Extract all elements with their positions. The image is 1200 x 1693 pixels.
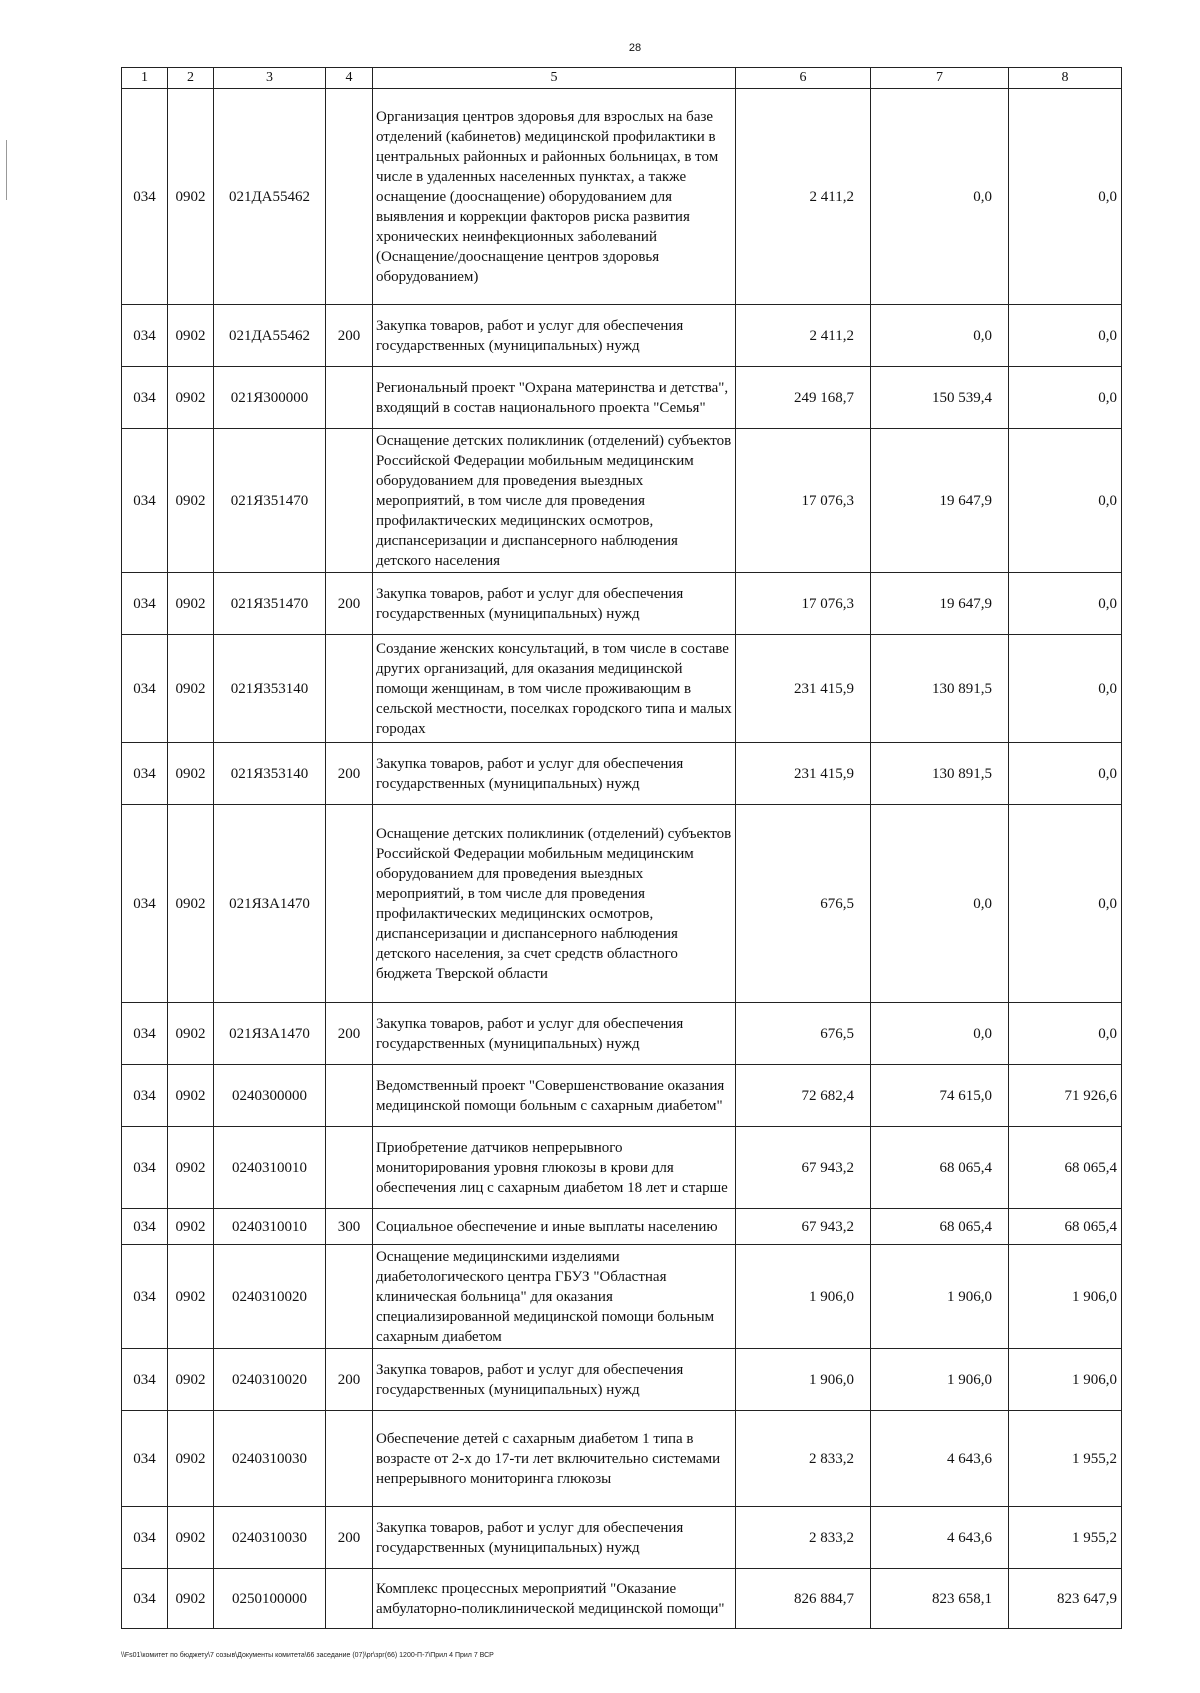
table-cell-c2: 0902 <box>168 429 214 573</box>
table-cell-c6: 1 906,0 <box>736 1349 871 1411</box>
table-cell-c1: 034 <box>122 367 168 429</box>
table-cell-c8: 0,0 <box>1009 89 1122 305</box>
table-row <box>122 1209 1122 1245</box>
table-cell-c8: 0,0 <box>1009 743 1122 805</box>
table-cell-c8: 823 647,9 <box>1009 1569 1122 1629</box>
table-cell-c7: 1 906,0 <box>871 1245 1009 1349</box>
table-cell-c7: 19 647,9 <box>871 573 1009 635</box>
table-cell-c2: 0902 <box>168 743 214 805</box>
table-cell-c3: 0250100000 <box>214 1569 326 1629</box>
table-cell-c6: 676,5 <box>736 1003 871 1065</box>
table-cell-c5: Организация центров здоровья для взрослых на базе отделений (кабинетов) медицинской профилактики в центральных районных и районных больницах, в том числе в удаленных населенных пунктах, а также оснащение (дооснащение) оборудованием для выявления и коррекции факторов риска развития хронических неинфекционных заболеваний (Оснащение/дооснащение центров здоровья оборудованием) <box>373 89 736 305</box>
table-cell-c7: 0,0 <box>871 805 1009 1003</box>
table-cell-c3: 0240310010 <box>214 1209 326 1245</box>
table-cell-c4 <box>326 89 373 305</box>
table-cell-c2: 0902 <box>168 1507 214 1569</box>
table-cell-c3: 021ЯЗА1470 <box>214 805 326 1003</box>
table-cell-c4 <box>326 429 373 573</box>
table-cell-c2: 0902 <box>168 1209 214 1245</box>
scan-margin-mark <box>6 140 7 200</box>
table-cell-c8: 0,0 <box>1009 635 1122 743</box>
table-cell-c3: 0240310020 <box>214 1245 326 1349</box>
table-cell-c4 <box>326 367 373 429</box>
table-cell-c6: 2 411,2 <box>736 305 871 367</box>
table-cell-c3: 021Я300000 <box>214 367 326 429</box>
table-cell-c6: 231 415,9 <box>736 635 871 743</box>
table-cell-c2: 0902 <box>168 1003 214 1065</box>
column-header: 6 <box>736 68 871 89</box>
table-cell-c2: 0902 <box>168 573 214 635</box>
table-row <box>122 573 1122 635</box>
table-cell-c1: 034 <box>122 89 168 305</box>
table-row <box>122 1245 1122 1349</box>
table-cell-c7: 0,0 <box>871 305 1009 367</box>
table-cell-c2: 0902 <box>168 1127 214 1209</box>
table-cell-c1: 034 <box>122 1065 168 1127</box>
table-cell-c6: 2 411,2 <box>736 89 871 305</box>
table-row <box>122 1003 1122 1065</box>
table-cell-c7: 130 891,5 <box>871 743 1009 805</box>
table-cell-c2: 0902 <box>168 89 214 305</box>
table-cell-c5: Закупка товаров, работ и услуг для обеспечения государственных (муниципальных) нужд <box>373 1507 736 1569</box>
table-cell-c8: 1 906,0 <box>1009 1245 1122 1349</box>
table-cell-c8: 1 906,0 <box>1009 1349 1122 1411</box>
table-cell-c4: 200 <box>326 573 373 635</box>
table-cell-c1: 034 <box>122 805 168 1003</box>
table-cell-c3: 0240310020 <box>214 1349 326 1411</box>
table-cell-c7: 19 647,9 <box>871 429 1009 573</box>
table-cell-c5: Оснащение детских поликлиник (отделений) субъектов Российской Федерации мобильным медицинским оборудованием для проведения выездных мероприятий, в том числе для проведения профилактических медицинских осмотров, диспансеризации и диспансерного наблюдения детского населения, за счет средств областного бюджета Тверской области <box>373 805 736 1003</box>
column-header: 4 <box>326 68 373 89</box>
table-cell-c5: Региональный проект "Охрана материнства и детства", входящий в состав национального проекта "Семья" <box>373 367 736 429</box>
table-cell-c7: 74 615,0 <box>871 1065 1009 1127</box>
table-cell-c1: 034 <box>122 1569 168 1629</box>
table-cell-c8: 0,0 <box>1009 305 1122 367</box>
column-number-row <box>122 68 1122 89</box>
table-row <box>122 305 1122 367</box>
table-row <box>122 1507 1122 1569</box>
table-cell-c6: 2 833,2 <box>736 1507 871 1569</box>
table-cell-c7: 68 065,4 <box>871 1209 1009 1245</box>
table-cell-c1: 034 <box>122 1507 168 1569</box>
table-cell-c2: 0902 <box>168 635 214 743</box>
table-cell-c8: 68 065,4 <box>1009 1209 1122 1245</box>
table-cell-c2: 0902 <box>168 1349 214 1411</box>
table-cell-c5: Закупка товаров, работ и услуг для обеспечения государственных (муниципальных) нужд <box>373 743 736 805</box>
table-cell-c6: 17 076,3 <box>736 429 871 573</box>
table-cell-c3: 021Я351470 <box>214 573 326 635</box>
table-cell-c8: 68 065,4 <box>1009 1127 1122 1209</box>
table-cell-c6: 72 682,4 <box>736 1065 871 1127</box>
table-cell-c7: 0,0 <box>871 89 1009 305</box>
table-row <box>122 635 1122 743</box>
table-cell-c2: 0902 <box>168 1411 214 1507</box>
column-header: 7 <box>871 68 1009 89</box>
table-cell-c3: 021ДА55462 <box>214 305 326 367</box>
table-cell-c8: 0,0 <box>1009 573 1122 635</box>
table-cell-c1: 034 <box>122 429 168 573</box>
table-cell-c5: Закупка товаров, работ и услуг для обеспечения государственных (муниципальных) нужд <box>373 1349 736 1411</box>
table-row <box>122 1065 1122 1127</box>
table-row <box>122 1411 1122 1507</box>
table-cell-c8: 1 955,2 <box>1009 1507 1122 1569</box>
table-cell-c5: Создание женских консультаций, в том числе в составе других организаций, для оказания медицинской помощи женщинам, в том числе проживающим в сельской местности, поселках городского типа и малых городах <box>373 635 736 743</box>
table-cell-c5: Комплекс процессных мероприятий "Оказание амбулаторно-поликлинической медицинской помощи" <box>373 1569 736 1629</box>
table-cell-c3: 0240300000 <box>214 1065 326 1127</box>
table-cell-c5: Социальное обеспечение и иные выплаты населению <box>373 1209 736 1245</box>
table-cell-c2: 0902 <box>168 805 214 1003</box>
table-cell-c6: 67 943,2 <box>736 1209 871 1245</box>
table-cell-c4: 200 <box>326 305 373 367</box>
table-cell-c1: 034 <box>122 1127 168 1209</box>
table-cell-c2: 0902 <box>168 1569 214 1629</box>
table-cell-c8: 0,0 <box>1009 367 1122 429</box>
table-cell-c7: 4 643,6 <box>871 1507 1009 1569</box>
table-cell-c3: 0240310030 <box>214 1507 326 1569</box>
table-cell-c4 <box>326 1245 373 1349</box>
table-cell-c4: 200 <box>326 1507 373 1569</box>
table-cell-c6: 826 884,7 <box>736 1569 871 1629</box>
table-cell-c7: 0,0 <box>871 1003 1009 1065</box>
budget-table <box>121 67 1122 1629</box>
table-cell-c1: 034 <box>122 1003 168 1065</box>
table-cell-c5: Закупка товаров, работ и услуг для обеспечения государственных (муниципальных) нужд <box>373 305 736 367</box>
table-cell-c5: Оснащение медицинскими изделиями диабетологического центра ГБУЗ "Областная клиническая больница" для оказания специализированной медицинской помощи больным сахарным диабетом <box>373 1245 736 1349</box>
table-cell-c8: 71 926,6 <box>1009 1065 1122 1127</box>
column-header: 5 <box>373 68 736 89</box>
table-cell-c8: 0,0 <box>1009 805 1122 1003</box>
table-cell-c4 <box>326 1065 373 1127</box>
table-row <box>122 743 1122 805</box>
table-cell-c5: Обеспечение детей с сахарным диабетом 1 типа в возрасте от 2-х до 17-ти лет включительно системами непрерывного мониторинга глюкозы <box>373 1411 736 1507</box>
table-row <box>122 367 1122 429</box>
table-cell-c3: 021Я351470 <box>214 429 326 573</box>
table-body <box>122 89 1122 1629</box>
table-cell-c6: 2 833,2 <box>736 1411 871 1507</box>
table-cell-c3: 021Я353140 <box>214 743 326 805</box>
table-cell-c8: 0,0 <box>1009 1003 1122 1065</box>
table-cell-c1: 034 <box>122 573 168 635</box>
table-cell-c7: 130 891,5 <box>871 635 1009 743</box>
column-header: 2 <box>168 68 214 89</box>
table-cell-c1: 034 <box>122 1209 168 1245</box>
table-cell-c3: 0240310030 <box>214 1411 326 1507</box>
table-cell-c5: Приобретение датчиков непрерывного мониторирования уровня глюкозы в крови для обеспечения лиц с сахарным диабетом 18 лет и старше <box>373 1127 736 1209</box>
table-cell-c3: 021Я353140 <box>214 635 326 743</box>
table-row <box>122 429 1122 573</box>
table-cell-c3: 021ДА55462 <box>214 89 326 305</box>
table-cell-c2: 0902 <box>168 1065 214 1127</box>
column-header: 8 <box>1009 68 1122 89</box>
footer-file-path: \\Fs01\комитет по бюджету\7 созыв\Документы комитета\66 заседание (07)\рг\зрг(66) 1200-П-7\Прил 4 Прил 7 ВСР <box>121 1652 494 1659</box>
table-cell-c6: 67 943,2 <box>736 1127 871 1209</box>
table-row <box>122 1349 1122 1411</box>
table-cell-c7: 150 539,4 <box>871 367 1009 429</box>
table-cell-c1: 034 <box>122 1411 168 1507</box>
table-cell-c7: 1 906,0 <box>871 1349 1009 1411</box>
table-cell-c1: 034 <box>122 743 168 805</box>
table-row <box>122 1127 1122 1209</box>
table-cell-c7: 4 643,6 <box>871 1411 1009 1507</box>
table-cell-c1: 034 <box>122 635 168 743</box>
table-cell-c4 <box>326 635 373 743</box>
table-cell-c4: 200 <box>326 1349 373 1411</box>
table-cell-c6: 249 168,7 <box>736 367 871 429</box>
table-cell-c2: 0902 <box>168 1245 214 1349</box>
table-cell-c6: 676,5 <box>736 805 871 1003</box>
table-cell-c6: 1 906,0 <box>736 1245 871 1349</box>
table-cell-c1: 034 <box>122 1245 168 1349</box>
table-cell-c5: Закупка товаров, работ и услуг для обеспечения государственных (муниципальных) нужд <box>373 573 736 635</box>
column-header: 1 <box>122 68 168 89</box>
table-cell-c4 <box>326 1127 373 1209</box>
table-cell-c4 <box>326 1411 373 1507</box>
page-number: 28 <box>628 42 642 54</box>
table-cell-c7: 68 065,4 <box>871 1127 1009 1209</box>
table-cell-c5: Оснащение детских поликлиник (отделений) субъектов Российской Федерации мобильным медицинским оборудованием для проведения выездных мероприятий, в том числе для проведения профилактических медицинских осмотров, диспансеризации и диспансерного наблюдения детского населения <box>373 429 736 573</box>
table-cell-c2: 0902 <box>168 367 214 429</box>
table-cell-c5: Закупка товаров, работ и услуг для обеспечения государственных (муниципальных) нужд <box>373 1003 736 1065</box>
column-header: 3 <box>214 68 326 89</box>
table-row <box>122 1569 1122 1629</box>
table-cell-c4: 200 <box>326 1003 373 1065</box>
table-cell-c2: 0902 <box>168 305 214 367</box>
table-row <box>122 805 1122 1003</box>
table-cell-c8: 0,0 <box>1009 429 1122 573</box>
table-cell-c8: 1 955,2 <box>1009 1411 1122 1507</box>
table-cell-c3: 021ЯЗА1470 <box>214 1003 326 1065</box>
table-cell-c6: 231 415,9 <box>736 743 871 805</box>
table-row <box>122 89 1122 305</box>
table-cell-c7: 823 658,1 <box>871 1569 1009 1629</box>
table-cell-c4: 200 <box>326 743 373 805</box>
table-cell-c5: Ведомственный проект "Совершенствование оказания медицинской помощи больным с сахарным диабетом" <box>373 1065 736 1127</box>
table-cell-c6: 17 076,3 <box>736 573 871 635</box>
table-cell-c4 <box>326 1569 373 1629</box>
table-cell-c1: 034 <box>122 1349 168 1411</box>
table-cell-c1: 034 <box>122 305 168 367</box>
table-cell-c3: 0240310010 <box>214 1127 326 1209</box>
table-cell-c4 <box>326 805 373 1003</box>
table-cell-c4: 300 <box>326 1209 373 1245</box>
